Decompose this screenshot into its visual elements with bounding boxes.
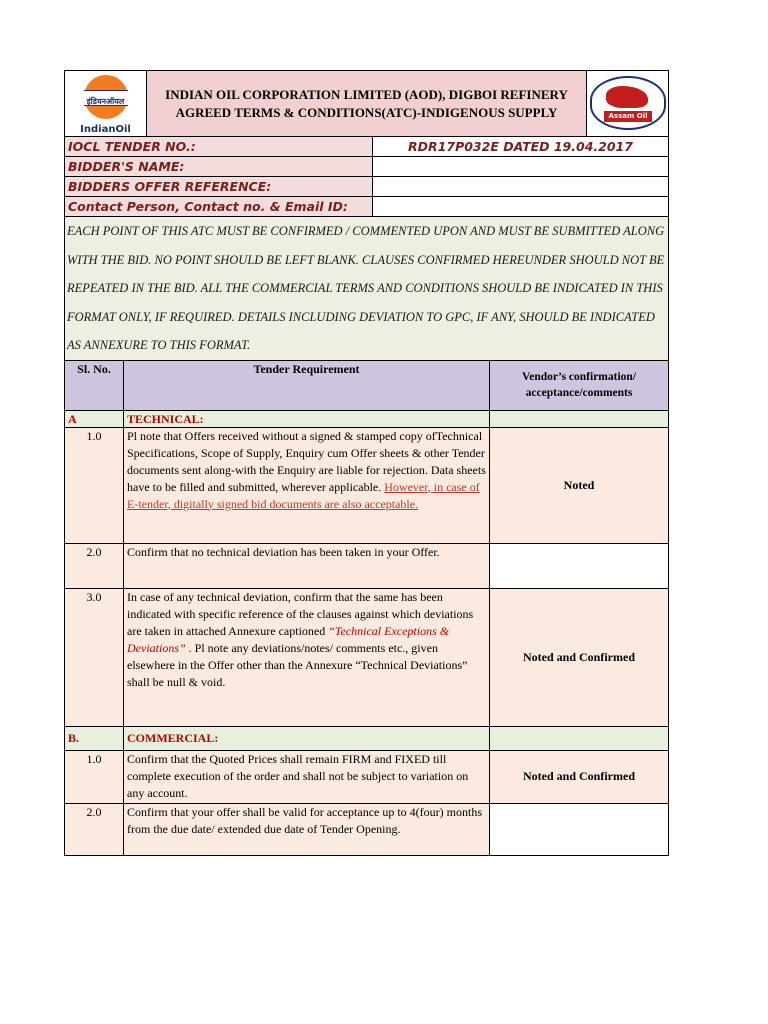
- title-line-2: AGREED TERMS & CONDITIONS(ATC)-INDIGENOUS SUPPLY: [175, 104, 558, 120]
- table-row: [65, 543, 669, 588]
- atc-sheet: [64, 70, 668, 856]
- requirements-table: [64, 360, 669, 856]
- sl-no-header: Sl. No.: [65, 360, 124, 410]
- row-number: 3.0: [65, 588, 124, 726]
- indianoil-logo: [65, 71, 147, 137]
- title-line-1: INDIAN OIL CORPORATION LIMITED (AOD), DIGBOI REFINERY: [165, 86, 568, 102]
- table-row: [65, 803, 669, 855]
- tender-no-value[interactable]: RDR17P032E DATED 19.04.2017: [373, 137, 669, 157]
- offer-reference-label: BIDDERS OFFER REFERENCE:: [65, 177, 373, 197]
- requirement-header: Tender Requirement: [124, 360, 490, 410]
- row-number: 1.0: [65, 427, 124, 543]
- indianoil-emblem-icon: [84, 75, 128, 119]
- bidder-name-field[interactable]: [373, 157, 669, 177]
- annexure-caption: “Technical Exceptions & Deviations”: [127, 623, 450, 655]
- assam-oil-logo: [587, 71, 669, 137]
- row-number: 1.0: [65, 750, 124, 803]
- section-response-cell: [490, 410, 669, 427]
- section-title: COMMERCIAL:: [124, 726, 490, 750]
- row-number: 2.0: [65, 543, 124, 588]
- row-response[interactable]: Noted: [490, 427, 669, 543]
- table-row: [65, 750, 669, 803]
- e-tender-note: However, in case of E-tender, digitally signed bid documents are also acceptable.: [127, 479, 480, 511]
- row-response[interactable]: Noted and Confirmed: [490, 588, 669, 726]
- offer-reference-field[interactable]: [373, 177, 669, 197]
- vendor-header: Vendor’s confirmation/ acceptance/comments: [490, 360, 669, 410]
- section-title: TECHNICAL:: [124, 410, 490, 427]
- assam-oil-logo-text: Assam Oil: [604, 111, 652, 122]
- row-response[interactable]: [490, 803, 669, 855]
- section-row-technical: [65, 410, 669, 427]
- table-row: [65, 427, 669, 543]
- section-id: B.: [65, 726, 124, 750]
- bidder-name-label: BIDDER'S NAME:: [65, 157, 373, 177]
- row-response[interactable]: Noted and Confirmed: [490, 750, 669, 803]
- row-requirement: Pl note that Offers received without a signed & stamped copy ofTechnical Specifications, Scope of Supply, Enquiry cum Offer sheets & other Tender documents sent along-with the Enquiry are liable for rejection. Data sheets have to be filled and submitted, wherever applicable. However, in case of E-tender, digitally signed bid documents are also acceptable.: [124, 427, 490, 543]
- row-requirement: Confirm that your offer shall be valid for acceptance up to 4(four) months from the due date/ extended due date of Tender Opening.: [124, 803, 490, 855]
- indianoil-hindi-text: इंडियनऑयल: [86, 96, 125, 106]
- table-row: [65, 588, 669, 726]
- rhino-icon: [590, 76, 666, 130]
- tender-no-label: IOCL TENDER NO.:: [65, 137, 373, 157]
- row-requirement: Confirm that no technical deviation has been taken in your Offer.: [124, 543, 490, 588]
- header-table: [64, 70, 669, 137]
- info-table: [64, 136, 669, 361]
- row-number: 2.0: [65, 803, 124, 855]
- contact-field[interactable]: [373, 197, 669, 217]
- section-id: A: [65, 410, 124, 427]
- section-row-commercial: [65, 726, 669, 750]
- contact-label: Contact Person, Contact no. & Email ID:: [65, 197, 373, 217]
- row-requirement: Confirm that the Quoted Prices shall remain FIRM and FIXED till complete execution of the order and shall not be subject to variation on any account.: [124, 750, 490, 803]
- instructions-notice: EACH POINT OF THIS ATC MUST BE CONFIRMED / COMMENTED UPON AND MUST BE SUBMITTED ALONG WITH THE BID. NO POINT SHOULD BE LEFT BLANK. CLAUSES CONFIRMED HEREUNDER SHOULD NOT BE REPEATED IN THE BID. ALL THE COMMERCIAL TERMS AND CONDITIONS SHOULD BE INDICATED IN THIS FORMAT ONLY, IF REQUIRED. DETAILS INCLUDING DEVIATION TO GPC, IF ANY, SHOULD BE INDICATED AS ANNEXURE TO THIS FORMAT.: [65, 217, 669, 361]
- indianoil-logo-text: IndianOil: [80, 123, 131, 135]
- row-response[interactable]: [490, 543, 669, 588]
- section-response-cell: [490, 726, 669, 750]
- document-title: [147, 71, 587, 137]
- row-requirement: In case of any technical deviation, confirm that the same has been indicated with specific reference of the clauses against which deviations are taken in attached Annexure captioned “Technical Exceptions & Deviations” . Pl note any deviations/notes/ comments etc., given elsewhere in the Offer other than the Annexure “Technical Deviations” shall be null & void.: [124, 588, 490, 726]
